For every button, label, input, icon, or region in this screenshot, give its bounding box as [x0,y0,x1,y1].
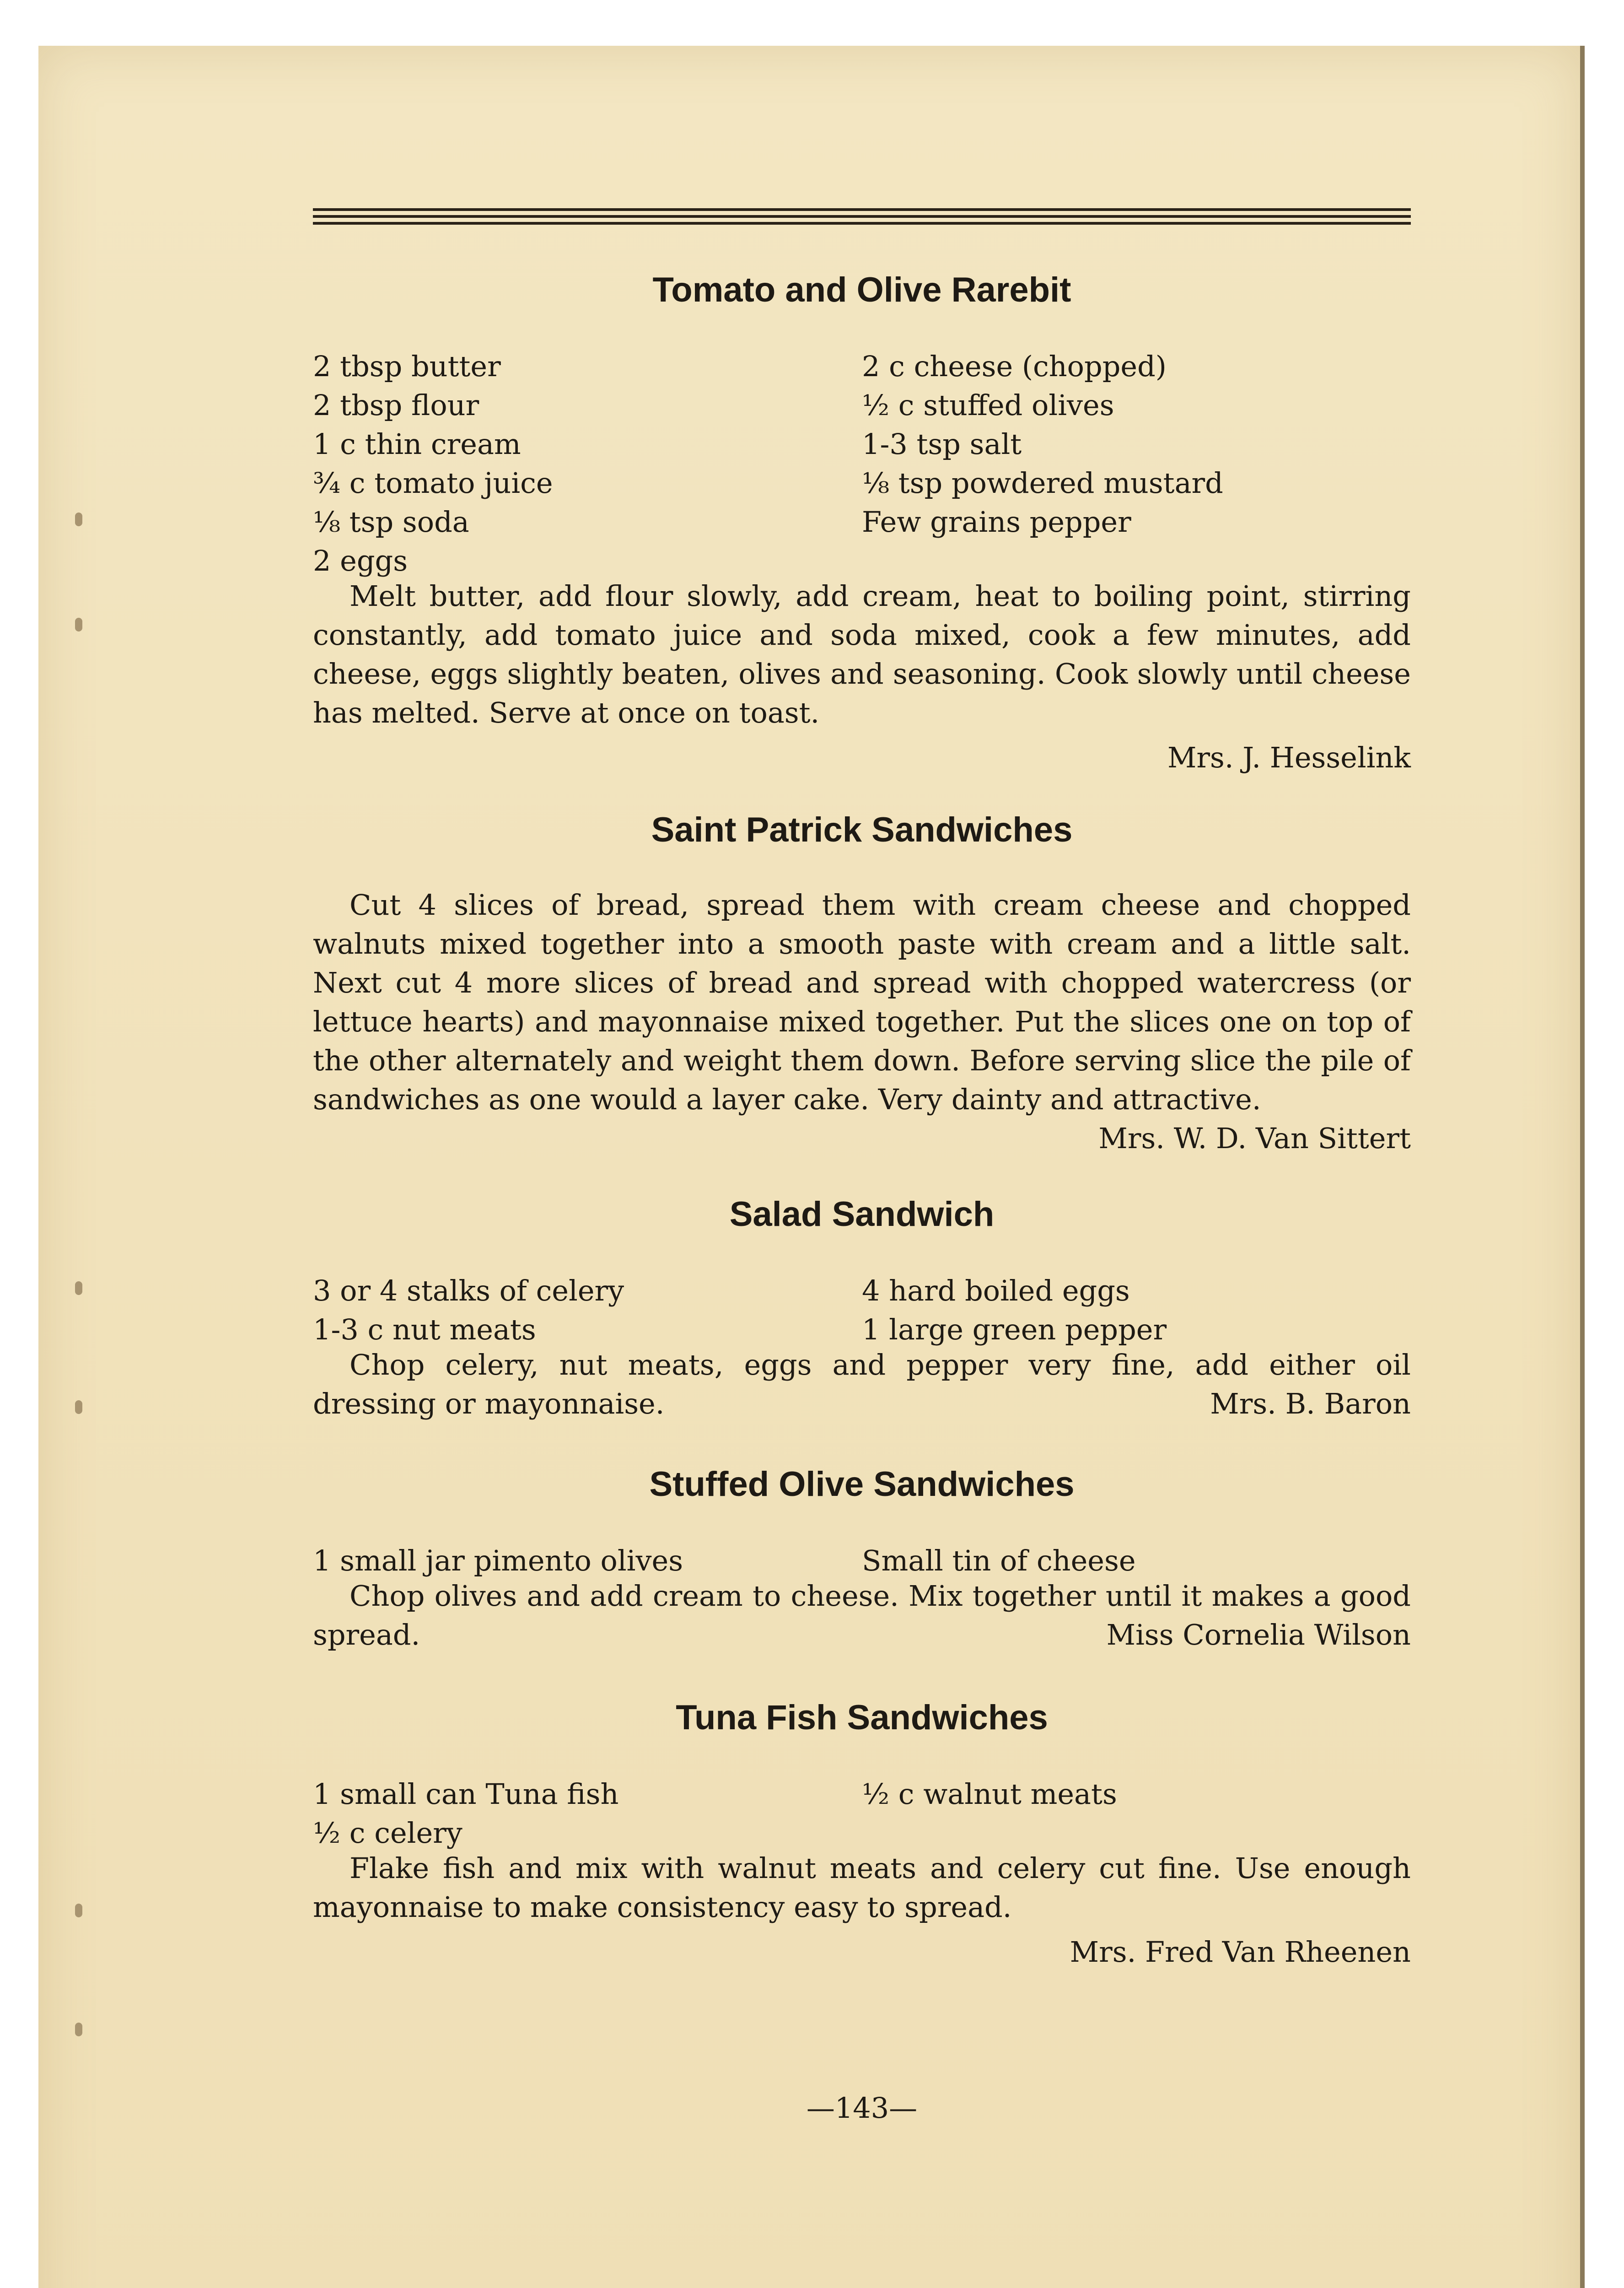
ingredient: 1 small can Tuna fish [313,1777,619,1811]
ingredient: 2 tbsp butter [313,350,501,383]
ingredient: 2 eggs [313,544,408,577]
binding-hole-mark [75,1904,82,1917]
ingredient: 1 small jar pimento olives [313,1544,683,1577]
page-number: —143— [806,2091,918,2125]
ingredient: ½ c stuffed olives [862,389,1114,422]
recipe-author: Miss Cornelia Wilson [1106,1618,1411,1651]
ingredient: 1-3 tsp salt [862,427,1022,461]
ingredient: Small tin of cheese [862,1544,1136,1577]
ingredient: Few grains pepper [862,505,1131,539]
ingredient: ½ c celery [313,1816,462,1850]
ingredient: ⅛ tsp powdered mustard [862,466,1223,500]
recipe-author: Mrs. W. D. Van Sittert [1098,1122,1411,1155]
recipe-directions [313,1345,1411,1423]
recipe-title-tuna: Tuna Fish Sandwiches [676,1698,1048,1737]
ingredient: 1 c thin cream [313,427,521,461]
ingredient: 2 c cheese (chopped) [862,350,1167,383]
recipe-author: Mrs. B. Baron [1210,1387,1411,1420]
recipe-directions [313,1576,1411,1654]
recipe-title-saint-patrick: Saint Patrick Sandwiches [651,810,1073,849]
binding-hole-mark [75,1400,82,1414]
top-rule [313,215,1411,218]
binding-hole-mark [75,2023,82,2036]
recipe-author: Mrs. Fred Van Rheenen [1070,1935,1411,1969]
book-page [38,46,1585,2288]
recipe-title-rarebit: Tomato and Olive Rarebit [652,270,1071,309]
recipe-directions-text: Chop olives and add cream to cheese. Mix together until it makes a good spread. [313,1579,1411,1651]
ingredient: 4 hard boiled eggs [862,1274,1130,1307]
top-rule [313,208,1411,211]
top-rule [313,222,1411,225]
recipe-directions: Flake fish and mix with walnut meats and celery cut fine. Use enough mayonnaise to make consistency easy to spread. [313,1851,1411,1924]
ingredient: 1 large green pepper [862,1313,1167,1346]
ingredient: 1-3 c nut meats [313,1313,536,1346]
recipe-author: Mrs. J. Hesselink [1167,741,1411,774]
recipe-title-salad: Salad Sandwich [729,1195,995,1234]
ingredient: ⅛ tsp soda [313,505,469,539]
ingredient: 3 or 4 stalks of celery [313,1274,624,1307]
recipe-directions [313,885,1411,1158]
recipe-directions-text: Cut 4 slices of bread, spread them with cream cheese and chopped walnuts mixed together into a smooth paste with cream and a little salt. Next cut 4 more slices of bread and spread with chopped watercress (or lettuce hearts) and mayonnaise mixed together. Put the slices one on top of the other alternately and weight them down. Before serving slice the pile of sandwiches as one would a layer cake. Very dainty and attractive. [313,888,1411,1116]
ingredient: 2 tbsp flour [313,389,479,422]
recipe-directions: Melt butter, add flour slowly, add cream, heat to boiling point, stirring constantly, add tomato juice and soda mixed, cook a few minutes, add cheese, eggs slightly beaten, olives and seasoning. Cook slowly until cheese has melted. Serve at once on toast. [313,579,1411,729]
recipe-title-stuffed-olive: Stuffed Olive Sandwiches [649,1465,1075,1504]
binding-hole-mark [75,1281,82,1295]
ingredient: ½ c walnut meats [862,1777,1117,1811]
recipe-directions-text: Chop celery, nut meats, eggs and pepper very fine, add either oil dressing or mayonnaise. [313,1348,1411,1420]
ingredient: ¾ c tomato juice [313,466,553,500]
binding-hole-mark [75,618,82,631]
binding-hole-mark [75,513,82,526]
